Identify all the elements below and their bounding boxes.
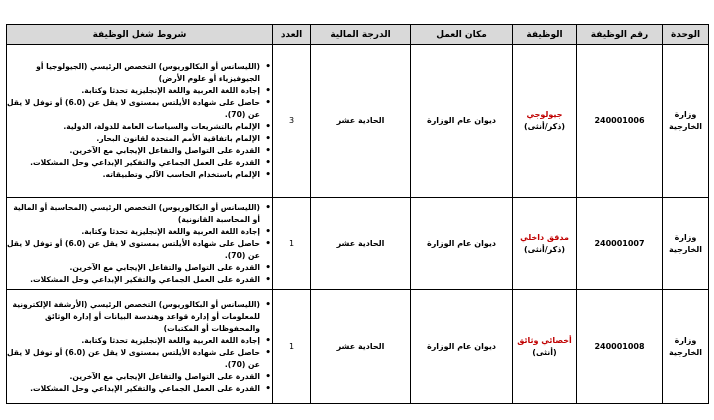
requirement-item: • (الليسانس أو البكالوريوس) التخصص الرئيسي (المحاسبة أو المالية أو المحاسبة القانونية): [7, 202, 260, 226]
requirement-item: • حاصل على شهادة الأيلتس بمستوى لا يقل عن (6.0) أو توفل لا يقل عن (70).: [7, 347, 260, 371]
count-cell: 3: [273, 45, 311, 198]
workplace-cell: ديوان عام الوزارة: [411, 290, 513, 404]
header-count: العدد: [273, 25, 311, 45]
requirement-item: • إجادة اللغة العربية واللغة الإنجليزية تحدثا وكتابة.: [7, 335, 260, 347]
requirement-item: • (الليسانس أو البكالوريوس) التخصص الرئيسي (الجيولوجيا أو الجيوفيزياء أو علوم الأرض): [7, 61, 260, 85]
header-grade: الدرجة المالية: [311, 25, 411, 45]
requirement-item: • الإلمام باتفاقية الأمم المتحدة لقانون البحار.: [7, 133, 260, 145]
requirement-item: • الإلمام باستخدام الحاسب الآلي وتطبيقاته.: [7, 169, 260, 181]
workplace-cell: ديوان عام الوزارة: [411, 198, 513, 290]
header-workplace: مكان العمل: [411, 25, 513, 45]
unit-cell: وزارة الخارجية: [663, 290, 709, 404]
job-title-cell: [513, 290, 577, 404]
requirement-item: • القدرة على التواصل والتفاعل الإيجابي مع الآخرين.: [7, 145, 260, 157]
job-gender: (ذكر/أنثى): [523, 244, 566, 254]
header-job-title: الوظيفة: [513, 25, 577, 45]
workplace-cell: ديوان عام الوزارة: [411, 45, 513, 198]
requirements-cell: [7, 45, 273, 198]
requirement-item: • حاصل على شهادة الأيلتس بمستوى لا يقل عن (6.0) أو توفل لا يقل عن (70).: [7, 238, 260, 262]
count-cell: 1: [273, 198, 311, 290]
job-title-cell: [513, 198, 577, 290]
unit-cell: وزارة الخارجية: [663, 45, 709, 198]
requirements-list: [7, 61, 272, 181]
requirement-item: • القدرة على العمل الجماعي والتفكير الإبداعي وحل المشكلات.: [7, 383, 260, 395]
requirements-cell: [7, 290, 273, 404]
jobs-table: [6, 24, 709, 404]
table-row: [7, 290, 709, 404]
requirement-item: • إجادة اللغة العربية واللغة الإنجليزية تحدثا وكتابة.: [7, 85, 260, 97]
job-title-cell: [513, 45, 577, 198]
requirement-item: • (الليسانس أو البكالوريوس) التخصص الرئيسي (الأرشفة الإلكترونية للمعلومات أو إدارة قواعد وهندسة البيانات أو إدارة الوثائق والمحفوظات أو المكتبات): [7, 299, 260, 335]
job-title: مدقق داخلي: [520, 232, 569, 242]
requirement-item: • القدرة على التواصل والتفاعل الإيجابي مع الآخرين.: [7, 262, 260, 274]
requirement-item: • إجادة اللغة العربية واللغة الإنجليزية تحدثا وكتابة.: [7, 226, 260, 238]
job-number-cell: 240001008: [577, 290, 663, 404]
unit-cell: وزارة الخارجية: [663, 198, 709, 290]
job-number-cell: 240001007: [577, 198, 663, 290]
table-row: [7, 198, 709, 290]
header-job-number: رقم الوظيفة: [577, 25, 663, 45]
header-row: [7, 25, 709, 45]
job-title: أخصائي وثائق: [517, 335, 572, 345]
grade-cell: الحادية عشر: [311, 290, 411, 404]
requirement-item: • القدرة على العمل الجماعي والتفكير الإبداعي وحل المشكلات.: [7, 157, 260, 169]
requirement-item: • حاصل على شهادة الأيلتس بمستوى لا يقل عن (6.0) أو توفل لا يقل عن (70).: [7, 97, 260, 121]
count-cell: 1: [273, 290, 311, 404]
job-title: جيولوجي: [526, 110, 563, 119]
grade-cell: الحادية عشر: [311, 45, 411, 198]
header-requirements: شروط شغل الوظيفة: [7, 25, 273, 45]
requirement-item: • القدرة على التواصل والتفاعل الإيجابي مع الآخرين.: [7, 371, 260, 383]
table-row: [7, 45, 709, 198]
requirements-list: [7, 202, 272, 286]
requirements-cell: [7, 198, 273, 290]
requirement-item: • القدرة على العمل الجماعي والتفكير الإبداعي وحل المشكلات.: [7, 274, 260, 286]
job-gender: (ذكر/أنثى): [523, 122, 566, 131]
header-unit: الوحدة: [663, 25, 709, 45]
requirement-item: • الإلمام بالتشريعات والسياسات العامة للدولة، الدولية.: [7, 121, 260, 133]
grade-cell: الحادية عشر: [311, 198, 411, 290]
requirements-list: [7, 299, 272, 395]
job-gender: (أنثى): [532, 347, 557, 357]
job-number-cell: 240001006: [577, 45, 663, 198]
